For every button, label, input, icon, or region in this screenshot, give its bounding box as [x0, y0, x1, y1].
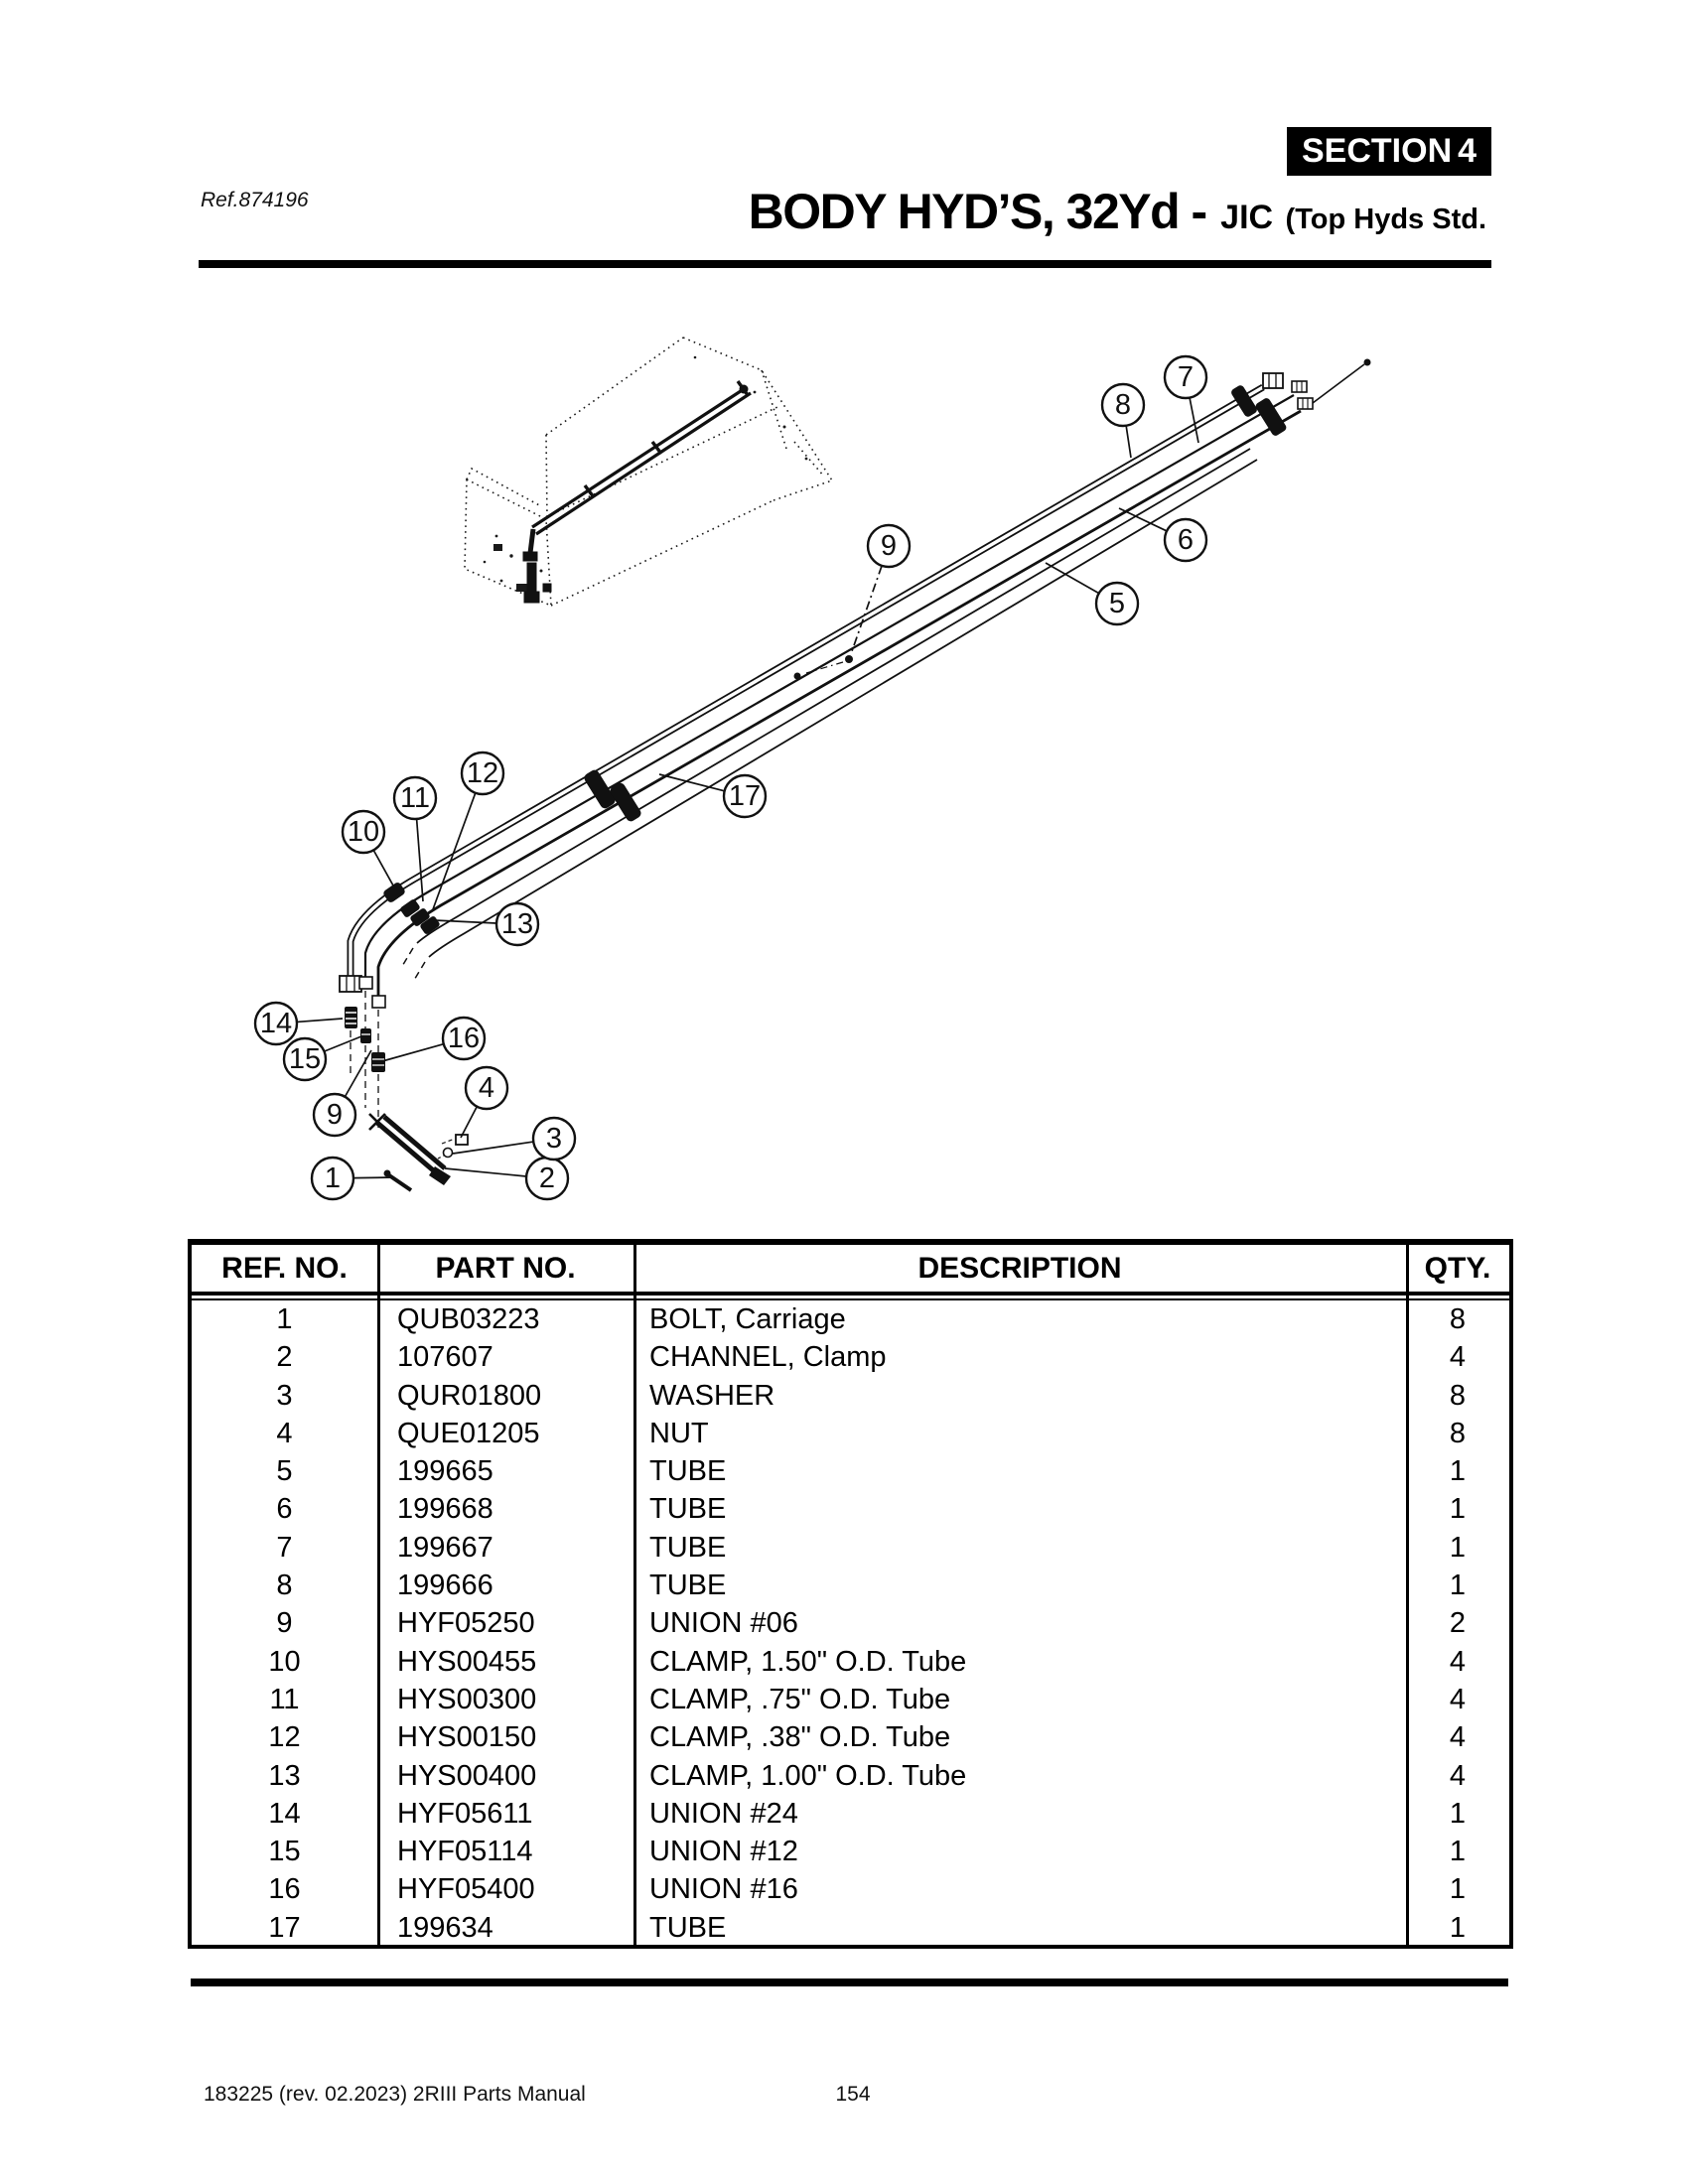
callout-number: 8: [1114, 389, 1132, 421]
column-divider: [633, 1245, 636, 1945]
table-cell: NUT: [649, 1417, 709, 1449]
table-cell: 1: [1449, 1531, 1467, 1564]
table-row: [192, 1604, 1509, 1642]
table-cell: TUBE: [649, 1911, 727, 1944]
table-cell: HYF05250: [397, 1607, 535, 1640]
title-main: BODY HYD’S, 32Yd -: [748, 184, 1206, 239]
table-cell: HYF05114: [397, 1836, 533, 1868]
callout-leader: [297, 1019, 343, 1022]
table-row: [192, 1870, 1509, 1908]
table-cell: 15: [268, 1836, 301, 1868]
table-cell: QUB03223: [397, 1303, 540, 1335]
table-cell: 10: [268, 1645, 301, 1678]
callout-number: 16: [447, 1023, 481, 1054]
table-cell: BOLT, Carriage: [649, 1303, 846, 1335]
callout-leader: [373, 850, 393, 886]
table-cell: QUE01205: [397, 1417, 540, 1449]
table-cell: 4: [1449, 1721, 1467, 1754]
table-row: [192, 1529, 1509, 1567]
table-cell: WASHER: [649, 1379, 775, 1412]
callout-leader: [353, 1177, 393, 1178]
table-row: [192, 1490, 1509, 1528]
callout-leader: [659, 774, 725, 791]
callout-number: 17: [728, 780, 762, 812]
callout-number: 15: [288, 1043, 322, 1075]
table-cell: 4: [1449, 1341, 1467, 1374]
callout-leader: [382, 1044, 444, 1061]
channel-clamp: [369, 1114, 468, 1190]
table-cell: 1: [1449, 1911, 1467, 1944]
col-header-ref: REF. NO.: [221, 1251, 348, 1285]
callout-number: 7: [1177, 361, 1195, 393]
table-cell: 199668: [397, 1493, 493, 1526]
callout-number: 4: [478, 1072, 495, 1104]
header-rule: [199, 260, 1491, 268]
table-cell: 1: [1449, 1570, 1467, 1602]
table-cell: 12: [268, 1721, 301, 1754]
table-cell: 8: [1449, 1303, 1467, 1335]
table-cell: 4: [276, 1417, 293, 1449]
callout-number: 6: [1177, 524, 1195, 556]
section-label: SECTION: [1302, 132, 1453, 170]
table-row: [192, 1833, 1509, 1870]
callout-leader: [461, 1107, 477, 1138]
table-row: [192, 1377, 1509, 1415]
callout-number: 12: [466, 757, 499, 789]
table-cell: CLAMP, .38" O.D. Tube: [649, 1721, 951, 1754]
table-cell: UNION #24: [649, 1797, 798, 1830]
section-number: 4: [1458, 132, 1477, 170]
table-cell: 14: [268, 1797, 301, 1830]
table-cell: 4: [1449, 1759, 1467, 1792]
table-cell: 16: [268, 1873, 301, 1906]
callout-leader: [417, 819, 423, 901]
callout-number: 9: [880, 530, 898, 562]
table-cell: 1: [1449, 1455, 1467, 1488]
table-cell: UNION #12: [649, 1836, 798, 1868]
callout-leader: [345, 1050, 371, 1097]
table-cell: 199665: [397, 1455, 493, 1488]
callout-group: [255, 356, 1206, 1199]
title-sub: JIC: [1220, 199, 1274, 236]
table-cell: CLAMP, 1.50" O.D. Tube: [649, 1645, 967, 1678]
table-row: [192, 1681, 1509, 1718]
table-cell: 7: [276, 1531, 293, 1564]
table-cell: 8: [276, 1570, 293, 1602]
table-cell: TUBE: [649, 1455, 727, 1488]
table-cell: 107607: [397, 1341, 493, 1374]
table-cell: HYS00455: [397, 1645, 537, 1678]
table-cell: 1: [1449, 1836, 1467, 1868]
table-cell: 17: [268, 1911, 301, 1944]
callout-leader: [324, 1036, 361, 1051]
table-cell: TUBE: [649, 1531, 727, 1564]
tube-bundle: [351, 359, 1371, 997]
table-row: [192, 1718, 1509, 1756]
table-cell: HYF05611: [397, 1797, 533, 1830]
table-row: [192, 1415, 1509, 1452]
table-cell: 1: [1449, 1493, 1467, 1526]
truck-top-tubes: [523, 381, 751, 603]
table-cell: 13: [268, 1759, 301, 1792]
table-cell: 2: [276, 1341, 293, 1374]
table-header-row: [192, 1245, 1509, 1292]
table-cell: 4: [1449, 1683, 1467, 1715]
table-cell: HYF05400: [397, 1873, 535, 1906]
column-divider: [1406, 1245, 1409, 1945]
section-badge: [1287, 127, 1491, 176]
table-row: [192, 1567, 1509, 1604]
table-row: [192, 1338, 1509, 1376]
table-cell: QUR01800: [397, 1379, 542, 1412]
table-cell: UNION #06: [649, 1607, 798, 1640]
header-underline: [192, 1292, 1509, 1300]
footer-rule: [191, 1979, 1508, 1986]
table-cell: CHANNEL, Clamp: [649, 1341, 887, 1374]
table-cell: HYS00150: [397, 1721, 537, 1754]
callout-number: 14: [259, 1008, 293, 1039]
callout-number: 10: [347, 816, 380, 848]
callout-leader: [1190, 398, 1198, 443]
callout-number: 2: [538, 1162, 556, 1194]
table-cell: 4: [1449, 1645, 1467, 1678]
callout-leader: [1046, 563, 1099, 594]
table-row: [192, 1795, 1509, 1833]
footer-doc-id: 183225 (rev. 02.2023) 2RIII Parts Manual: [204, 2083, 586, 2106]
callout-number: 1: [324, 1162, 342, 1194]
table-cell: CLAMP, 1.00" O.D. Tube: [649, 1759, 967, 1792]
title-paren: (Top Hyds Std.: [1285, 204, 1486, 235]
table-row: [192, 1300, 1509, 1338]
footer-page-number: 154: [835, 2083, 871, 2106]
page-title: [749, 183, 1486, 240]
truck-body-outline: [465, 338, 832, 606]
table-cell: 199634: [397, 1911, 493, 1944]
callout-number: 3: [545, 1123, 563, 1155]
table-cell: 9: [276, 1607, 293, 1640]
table-row: [192, 1757, 1509, 1795]
table-cell: TUBE: [649, 1493, 727, 1526]
callout-number: 5: [1108, 588, 1126, 619]
table-cell: TUBE: [649, 1570, 727, 1602]
table-cell: CLAMP, .75" O.D. Tube: [649, 1683, 951, 1715]
ref-number: Ref.874196: [201, 189, 309, 211]
table-cell: 2: [1449, 1607, 1467, 1640]
table-cell: 1: [1449, 1797, 1467, 1830]
callout-number: 13: [500, 908, 534, 940]
col-header-desc: DESCRIPTION: [917, 1251, 1122, 1285]
table-row: [192, 1909, 1509, 1947]
callout-number: 9: [326, 1099, 344, 1131]
callout-leader: [445, 1168, 526, 1176]
table-cell: 3: [276, 1379, 293, 1412]
table-cell: HYS00400: [397, 1759, 537, 1792]
table-cell: 11: [269, 1683, 300, 1715]
table-cell: 1: [1449, 1873, 1467, 1906]
table-cell: HYS00300: [397, 1683, 537, 1715]
table-cell: 8: [1449, 1417, 1467, 1449]
callout-number: 11: [399, 782, 431, 814]
table-cell: UNION #16: [649, 1873, 798, 1906]
table-cell: 1: [276, 1303, 293, 1335]
table-cell: 8: [1449, 1379, 1467, 1412]
col-header-part: PART NO.: [435, 1251, 576, 1285]
column-divider: [377, 1245, 380, 1945]
table-cell: 6: [276, 1493, 293, 1526]
table-cell: 5: [276, 1455, 293, 1488]
table-row: [192, 1452, 1509, 1490]
callout-leader: [1126, 426, 1131, 458]
parts-table: [188, 1239, 1513, 1949]
table-row: [192, 1643, 1509, 1681]
table-cell: 199667: [397, 1531, 493, 1564]
table-body: [192, 1300, 1509, 1945]
col-header-qty: QTY.: [1424, 1251, 1491, 1285]
table-cell: 199666: [397, 1570, 493, 1602]
